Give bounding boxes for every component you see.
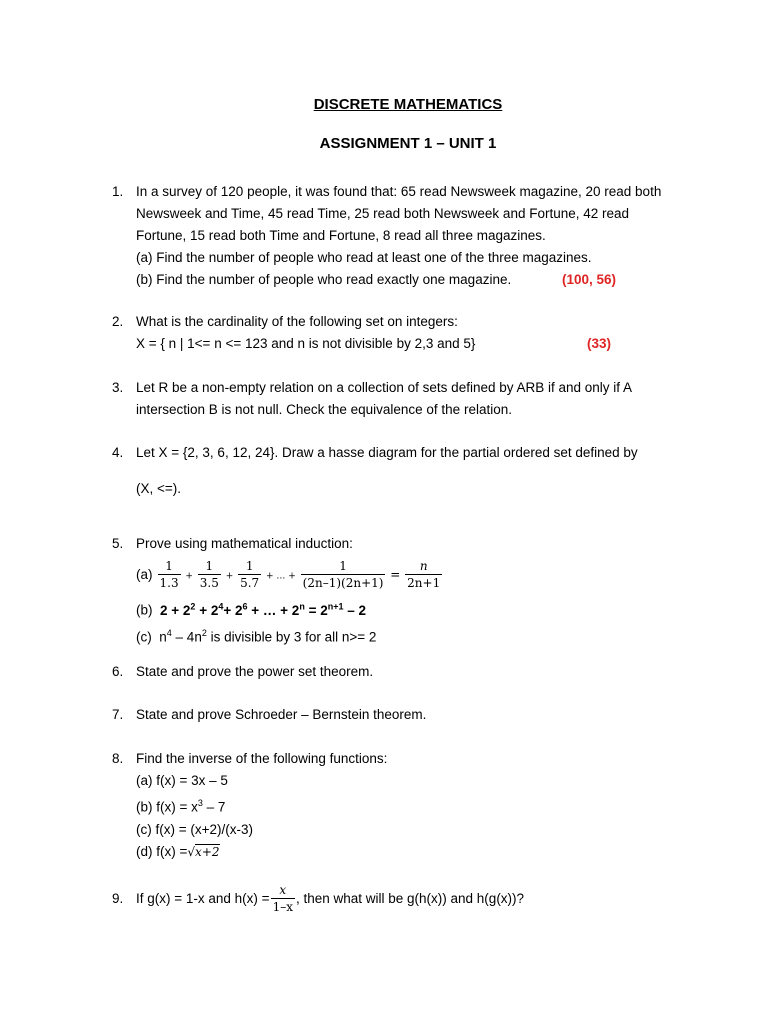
text-line: Find the inverse of the following functions: <box>136 751 388 766</box>
question-body <box>136 533 696 648</box>
question-body: State and prove the power set theorem. <box>136 664 374 679</box>
text-line: (a) Find the number of people who read at least one of the three magazines. <box>136 250 592 265</box>
question-number: 3. <box>112 380 124 395</box>
question-body: If g(x) = 1-x and h(x) = $\frac{x}{1-x}$ , then what will be g(h(x)) and h(g(x))? <box>136 883 525 914</box>
text-line: X = { n | 1<= n <= 123 and n is not divisible by 2,3 and 5} <box>136 336 476 351</box>
function-a: (a) f(x) = 3x – 5 <box>136 773 228 788</box>
question-number: 1. <box>112 184 124 199</box>
fraction: $\frac{1}{1.3}$ <box>159 559 179 590</box>
fraction: $\frac{1}{(2n-1)(2n+1)}$ <box>302 559 384 590</box>
answer-hint: (100, 56) <box>562 272 617 287</box>
text-line: Fortune, 15 read both Time and Fortune, 8 read all three magazines. <box>136 228 546 243</box>
function-c: (c) f(x) = (x+2)/(x-3) <box>136 821 253 837</box>
formula-b: (b) $2 + 2^2 + 2^4+ 2^6$ + … + $2^n = 2^{n+1} - 2$ <box>136 601 367 618</box>
fraction: $\frac{1}{5.7}$ <box>240 559 260 590</box>
text-line: (b) Find the number of people who read exactly one magazine. <box>136 272 512 287</box>
radicand: x+2 <box>195 844 220 859</box>
question-number: 7. <box>112 707 124 722</box>
series-formula: $\frac{1}{1.3}$ + $\frac{1}{3.5}$ + $\frac{1}{5.7}$ + … + $\frac{1}{(2n-1)(2n+1)}$ = $\frac{n}{2n+1}$ <box>159 559 441 590</box>
text-line: Let R be a non-empty relation on a collection of sets defined by ARB if and only if A <box>136 380 633 395</box>
text-line: What is the cardinality of the following set on integers: <box>136 314 458 329</box>
question-number: 8. <box>112 751 124 766</box>
document-title: DISCRETE MATHEMATICS <box>313 96 503 113</box>
question-number: 2. <box>112 314 124 329</box>
question-body <box>136 748 696 863</box>
fraction: $\frac{1}{3.5}$ <box>199 559 219 590</box>
fraction: $\frac{n}{2n+1}$ <box>407 559 441 590</box>
answer-hint: (33) <box>587 336 612 351</box>
part-label: (a) <box>136 567 153 582</box>
sqrt-symbol: √ <box>187 844 196 859</box>
text-line: Newsweek and Time, 45 read Time, 25 read both Newsweek and Fortune, 42 read <box>136 206 630 221</box>
function-b: (b) $f(x) = x^3 - 7$ <box>136 798 226 815</box>
question-body <box>136 442 696 500</box>
question-body <box>136 311 696 355</box>
question-body <box>136 377 696 421</box>
text-line: Let X = {2, 3, 6, 12, 24}. Draw a hasse diagram for the partial ordered set defined by <box>136 445 638 460</box>
fraction: $\frac{x}{1-x}$ <box>272 883 293 914</box>
text-line: Prove using mathematical induction: <box>136 536 353 551</box>
function-d: (d) f(x) =√x+2 <box>136 843 220 859</box>
assignment-subtitle: ASSIGNMENT 1 – UNIT 1 <box>319 135 497 152</box>
question-number: 9. <box>112 891 124 906</box>
question-body: State and prove Schroeder – Bernstein theorem. <box>136 707 427 722</box>
question-number: 6. <box>112 664 124 679</box>
text-line: In a survey of 120 people, it was found that: 65 read Newsweek magazine, 20 read both <box>136 184 662 199</box>
question-number: 5. <box>112 536 124 551</box>
formula-c: (c) $n^4 - 4n^2$ is divisible by 3 for all n>= 2 <box>136 627 377 644</box>
formula-a <box>136 555 696 595</box>
question-number: 4. <box>112 445 124 460</box>
text-line: (X, <=). <box>136 481 182 496</box>
text-line: intersection B is not null. Check the equivalence of the relation. <box>136 402 512 417</box>
